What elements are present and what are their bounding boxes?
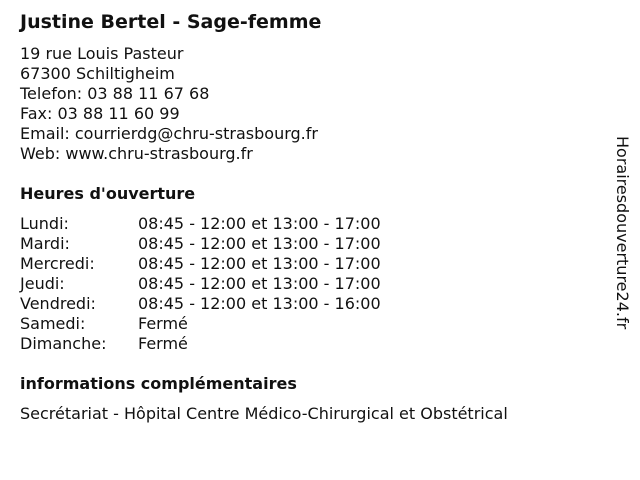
info-text: Secrétariat - Hôpital Centre Médico-Chirurgical et Obstétrical [20,404,508,423]
street-address: 19 rue Louis Pasteur [20,44,184,63]
time-value: Fermé [138,314,188,333]
postal-city: 67300 Schiltigheim [20,64,175,83]
fax-number: Fax: 03 88 11 60 99 [20,104,180,123]
time-value: 08:45 - 12:00 et 13:00 - 16:00 [138,294,381,313]
watermark: Horairesdouverture24.fr [613,136,632,330]
time-value: 08:45 - 12:00 et 13:00 - 17:00 [138,274,381,293]
day-label: Mardi: [20,234,70,253]
time-value: 08:45 - 12:00 et 13:00 - 17:00 [138,254,381,273]
email-address: Email: courrierdg@chru-strasbourg.fr [20,124,318,143]
time-value: 08:45 - 12:00 et 13:00 - 17:00 [138,214,381,233]
info-heading: informations complémentaires [20,374,297,393]
time-value: Fermé [138,334,188,353]
hours-heading: Heures d'ouverture [20,184,196,203]
website: Web: www.chru-strasbourg.fr [20,144,253,163]
page-title: Justine Bertel - Sage-femme [20,11,322,33]
day-label: Lundi: [20,214,69,233]
day-label: Jeudi: [20,274,65,293]
phone-number: Telefon: 03 88 11 67 68 [20,84,210,103]
day-label: Vendredi: [20,294,96,313]
contact-block [20,44,318,164]
day-label: Samedi: [20,314,86,333]
day-label: Dimanche: [20,334,107,353]
time-value: 08:45 - 12:00 et 13:00 - 17:00 [138,234,381,253]
day-label: Mercredi: [20,254,95,273]
